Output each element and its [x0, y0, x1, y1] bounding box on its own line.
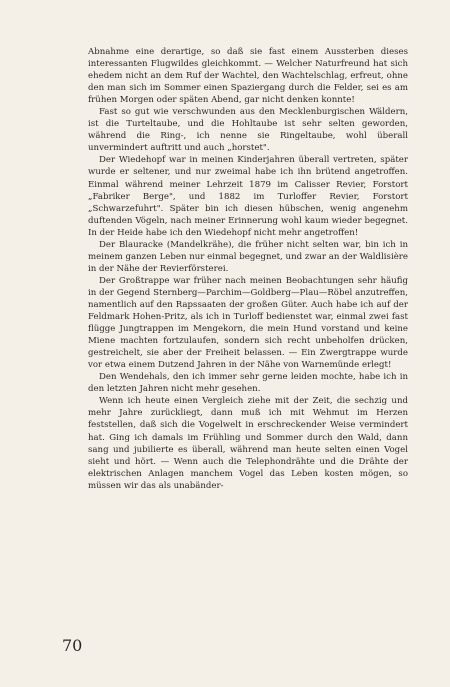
paragraph-7: Wenn ich heute einen Vergleich ziehe mit der Zeit, die sechzig und mehr Jahre zurückliegt, dann muß ich mit Wehmut im Herzen feststellen, daß sich die Vogelwelt in erschreckender Weise vermindert hat. Ging ich damals im Frühling und Sommer durch den Wald, dann sang und jubilierte es überall, während man heute selten einen Vogel sieht und hört. — Wenn auch die Telephondrähte und die Drähte der elektrischen Anlagen manchem Vogel das Leben kosten mögen, so müssen wir das als unabänder-	[88, 396, 408, 491]
body-text	[88, 46, 408, 492]
paragraph-5: Der Großtrappe war früher nach meinen Beobachtungen sehr häufig in der Gegend Sternberg—Parchim—Goldberg—Plau—Röbel anzutreffen, namentlich auf den Rapssaaten der großen Güter. Auch habe ich auf der Feldmark Hohen-Pritz, als ich in Turloff bedienstet war, einmal zwei fast flügge Jungtrappen im Mengekorn, die mein Hund vorstand und keine Miene machten fortzulaufen, sondern sich recht unbeholfen drücken, gestreichelt, sie aber der Freiheit belassen. — Ein Zwergtrappe wurde vor etwa einem Dutzend Jahren in der Nähe von Warnemünde erlegt!	[88, 275, 408, 371]
paragraph-3: Der Wiedehopf war in meinen Kinderjahren überall vertreten, später wurde er seltener, und nur zweimal habe ich ihn brütend angetroffen. Einmal während meiner Lehrzeit 1879 im Calisser Revier, Forstort „Fabriker Berge", und 1882 im Turloffer Revier, Forstort „Schwarzefuhrt". Später bin ich diesen hübschen, wenig angenehm duftenden Vögeln, nach meiner Erinnerung wohl kaum wieder begegnet. In der Heide habe ich den Wiedehopf nicht mehr angetroffen!	[88, 155, 408, 238]
paragraph-6: Den Wendehals, den ich immer sehr gerne leiden mochte, habe ich in den letzten Jahren nicht mehr gesehen.	[88, 372, 408, 395]
paragraph-1: Abnahme eine derartige, so daß sie fast einem Aussterben dieses interessanten Flugwildes gleichkommt. — Welcher Naturfreund hat sich ehedem nicht an dem Ruf der Wachtel, den Wachtelschlag, erfreut, ohne den man sich im Sommer einen Spaziergang durch die Felder, sei es am frühen Morgen oder späten Abend, gar nicht denken konnte!	[88, 47, 408, 106]
paragraph-4: Der Blauracke (Mandelkrähe), die früher nicht selten war, bin ich in meinem ganzen Leben nur einmal begegnet, und zwar an der Waldlisière in der Nähe der Revierförsterei.	[88, 239, 408, 274]
paragraph-2: Fast so gut wie verschwunden aus den Mecklenburgischen Wäldern, ist die Turteltaube, und die Hohltaube ist sehr selten geworden, während die Ring-, ich nenne sie Ringeltaube, wohl überall unvermindert auftritt und auch „horstet".	[88, 107, 408, 154]
page-number: 70	[62, 636, 83, 655]
